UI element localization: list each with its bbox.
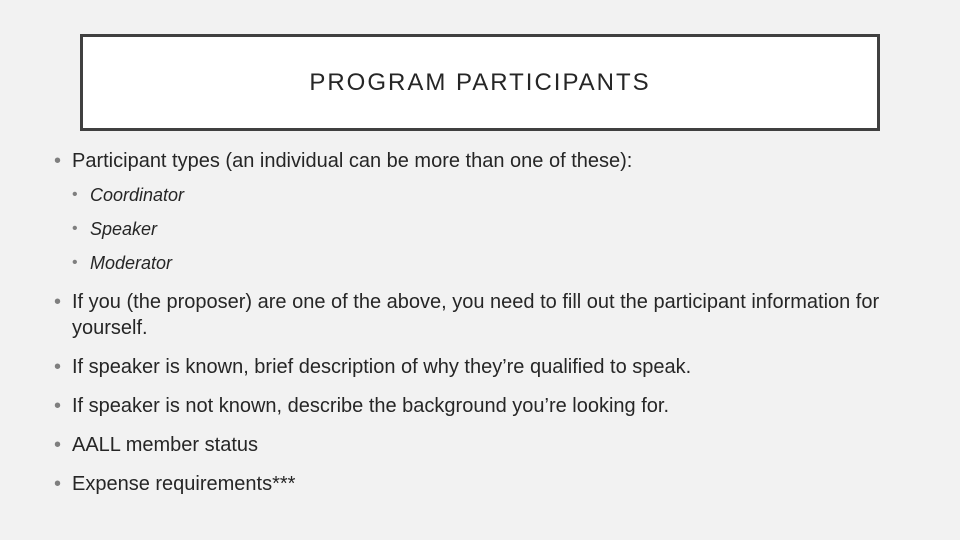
- sub-bullet-text: Moderator: [90, 253, 173, 273]
- bullet-icon: •: [54, 150, 62, 172]
- bullet-icon: •: [54, 434, 62, 456]
- bullet-text: If speaker is not known, describe the background you’re looking for.: [72, 395, 670, 417]
- bullet-item: [54, 148, 914, 174]
- bullet-item: [54, 393, 914, 419]
- sub-bullet-item: [72, 251, 914, 275]
- sub-bullet-item: [72, 183, 914, 207]
- bullet-icon: •: [54, 473, 62, 495]
- bullet-item: [54, 471, 914, 497]
- bullet-item: [54, 432, 914, 458]
- bullet-item: [54, 289, 914, 341]
- bullet-icon: •: [72, 254, 78, 271]
- sub-bullet-text: Speaker: [90, 219, 158, 239]
- bullet-text: Participant types (an individual can be more than one of these):: [72, 150, 633, 172]
- bullet-icon: •: [72, 186, 78, 203]
- sub-bullet-item: [72, 217, 914, 241]
- bullet-text: If speaker is known, brief description of why they’re qualified to speak.: [72, 356, 692, 378]
- bullet-text: AALL member status: [72, 434, 259, 456]
- bullet-text: Expense requirements***: [72, 473, 296, 495]
- sub-bullet-text: Coordinator: [90, 185, 185, 205]
- bullet-icon: •: [54, 291, 62, 313]
- bullet-text: If you (the proposer) are one of the above, you need to fill out the participant information for yourself.: [72, 291, 880, 339]
- bullet-list: [54, 148, 914, 497]
- bullet-icon: •: [54, 356, 62, 378]
- bullet-icon: •: [54, 395, 62, 417]
- slide-title: PROGRAM PARTICIPANTS: [309, 68, 651, 96]
- title-box: [80, 34, 880, 131]
- bullet-icon: •: [72, 220, 78, 237]
- bullet-item: [54, 354, 914, 380]
